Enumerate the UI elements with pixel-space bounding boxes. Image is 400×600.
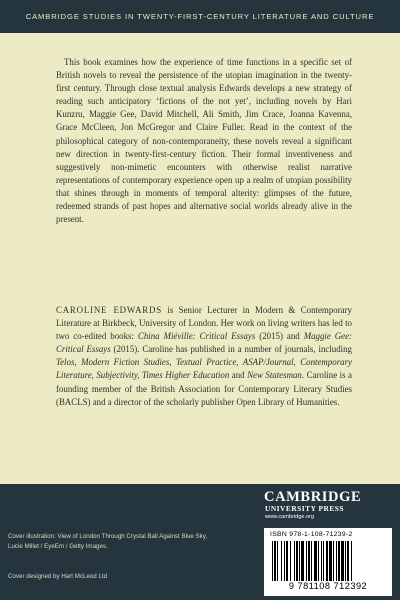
cover-design-credit: Cover designed by Hart McLeod Ltd <box>8 573 108 580</box>
publisher-subtitle: UNIVERSITY PRESS <box>265 504 344 513</box>
journal-list: Telos, Modern Fiction Studies, Textual Practice, ASAP/Journal, Contemporary Literature, Subjectivity, Times Higher Education <box>56 357 352 381</box>
series-title-band <box>0 0 400 33</box>
barcode-panel <box>264 528 392 596</box>
isbn-label: ISBN 978-1-108-71239-2 <box>270 531 353 538</box>
back-cover-footer <box>0 484 400 600</box>
publisher-name: CAMBRIDGE <box>264 489 362 505</box>
book-description: This book examines how the experience of time functions in a specific set of British novels to reveal the persistence of the utopian imagination in the twenty-first century. Through close textual analysis Edwards develops a new strategy of reading such anticipatory ‘fictions of the not yet’, including novels by Hari Kunzru, Maggie Gee, David Mitchell, Ali Smith, Jim Crace, Joanna Kavenna, Grace McCleen, Jon McGregor and Claire Fuller. Read in the context of the philosophical category of non-contemporaneity, these novels reveal a significant new direction in twenty-first-century fiction. Their formal inventiveness and suggestively non-mimetic encounters with otherwise realist narrative representations of contemporary experience open up a realm of utopian possibility that shines through in moments of temporal alterity: glimpses of the future, redeemed strands of past hopes and alternative social worlds already alive in the present. <box>56 57 352 225</box>
book-title-1: China Miéville: Critical Essays <box>137 331 256 342</box>
cover-illustration-credit: Cover illustration: View of London Through Crystal Ball Against Blue Sky, Lucie Millet / EyeEm / Getty Images. <box>8 533 208 550</box>
publisher-url: www.cambridge.org <box>265 514 315 520</box>
journal-last: New Statesman <box>247 370 302 381</box>
series-title: CAMBRIDGE STUDIES IN TWENTY-FIRST-CENTURY LITERATURE AND CULTURE <box>25 12 375 21</box>
barcode-digits: 9 781108 712392 <box>288 581 368 591</box>
book-title-2: Maggie Gee: Critical Essays <box>56 331 353 355</box>
author-bio <box>56 304 352 409</box>
bio-text-1: is Senior Lecturer in Modern & Contemporary Literature at Birkbeck, University of London. Her work on living writers has led to two co-edited books: <box>56 305 352 342</box>
author-name: CAROLINE EDWARDS <box>56 305 162 315</box>
bio-text-4: and <box>229 370 248 381</box>
barcode-icon <box>272 541 384 581</box>
bio-text-3: (2015). Caroline has published in a number of journals, including <box>110 344 352 355</box>
bio-text-5: . Caroline is a founding member of the British Association for Contemporary Literary Studies (BACLS) and a director of the scholarly publisher Open Library of Humanities. <box>56 370 352 407</box>
publisher-logo <box>264 490 388 521</box>
bio-text-2: (2015) and <box>255 331 304 342</box>
